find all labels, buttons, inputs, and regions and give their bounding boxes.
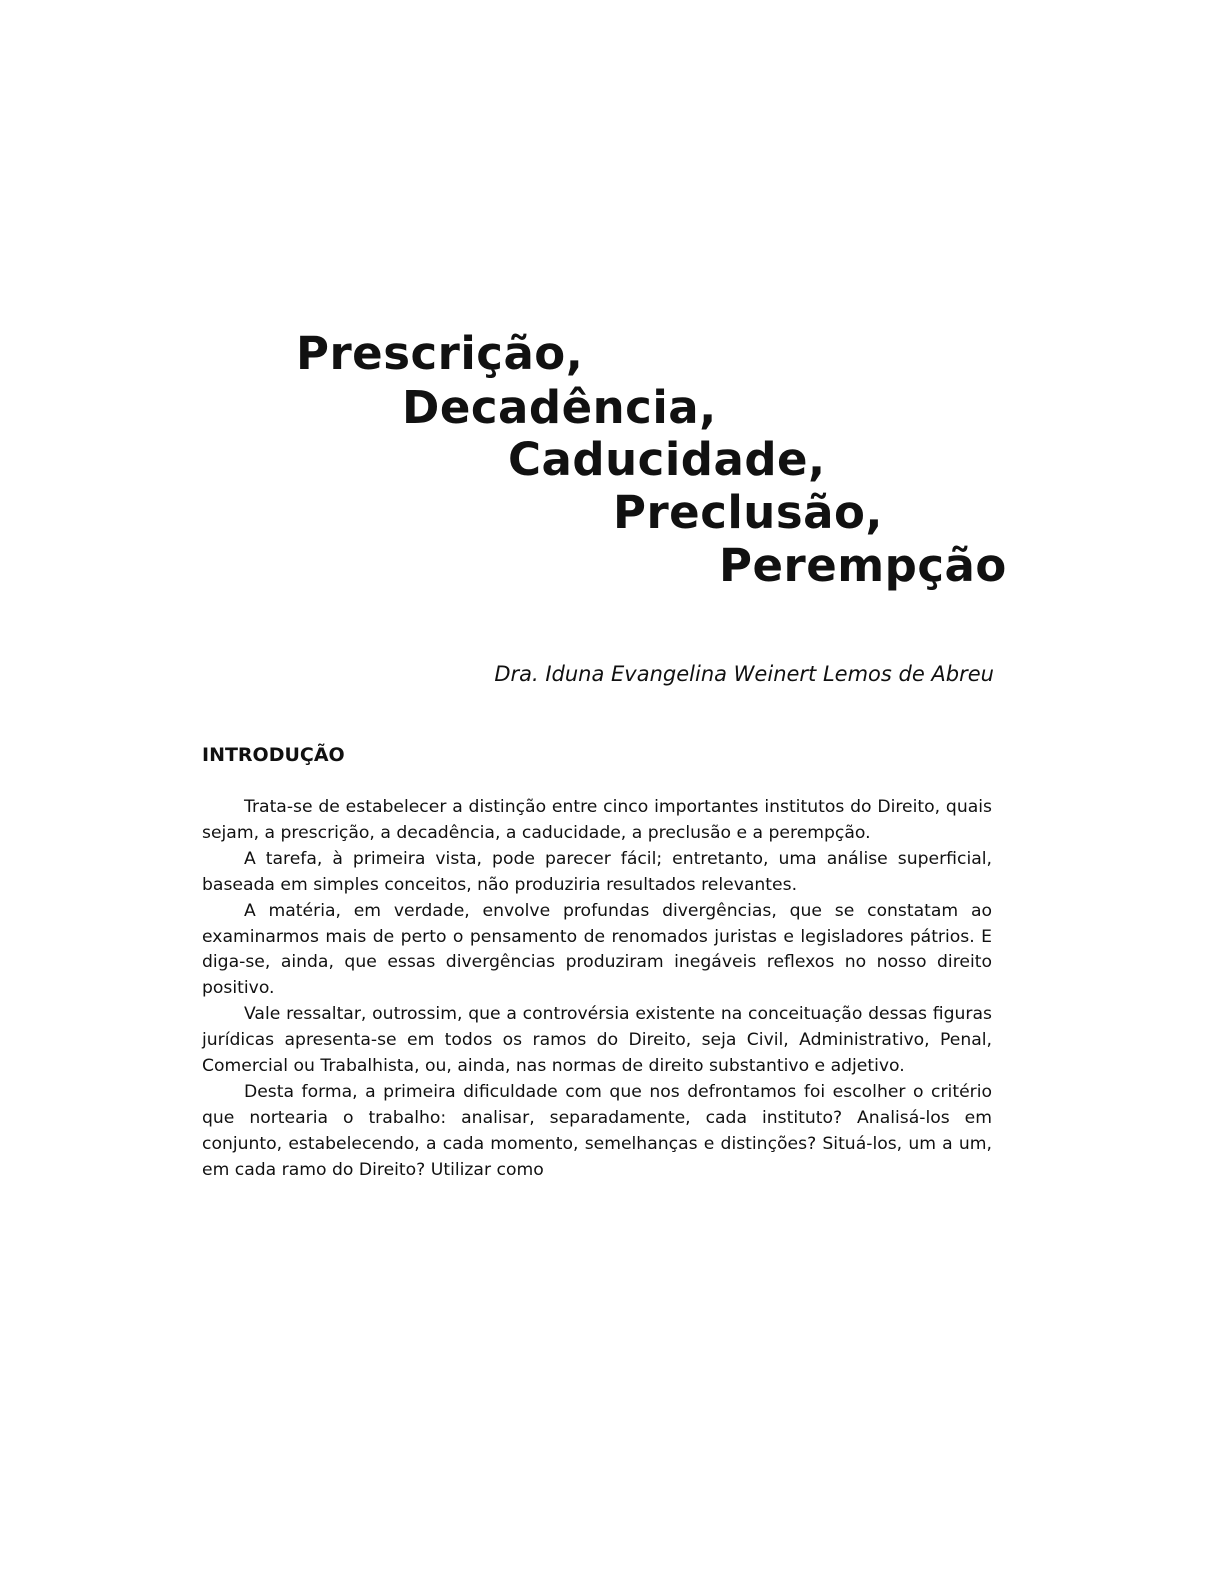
title-line-preclusao: Preclusão, (613, 486, 883, 539)
article-title (0, 0, 1224, 620)
title-line-prescricao: Prescrição, (296, 327, 584, 380)
section-heading-introducao: INTRODUÇÃO (202, 744, 345, 766)
paragraph-2: A tarefa, à primeira vista, pode parecer fácil; entretanto, uma análise superficial, baseada em simples conceitos, não produziria resultados relevantes. (202, 848, 992, 895)
body-text (202, 795, 992, 1184)
title-line-perempcao: Perempção (719, 539, 1007, 592)
paragraph-4: Vale ressaltar, outrossim, que a controvérsia existente na conceituação dessas figuras jurídicas apresenta-se em todos os ramos do Direito, seja Civil, Administrativo, Penal, Comercial ou Trabalhista, ou, ainda, nas normas de direito substantivo e adjetivo. (202, 1004, 992, 1077)
title-line-caducidade: Caducidade, (508, 433, 826, 486)
paragraph-1: Trata-se de estabelecer a distinção entre cinco importantes institutos do Direito, quais sejam, a prescrição, a decadência, a caducidade, a preclusão e a perempção. (202, 797, 992, 843)
paragraph-3: A matéria, em verdade, envolve profundas divergências, que se constatam ao examinarmos mais de perto o pensamento de renomados juristas e legisladores pátrios. E diga-se, ainda, que essas divergências produziram inegáveis reflexos no nosso direito positivo. (202, 900, 992, 999)
title-line-decadencia: Decadência, (402, 381, 717, 434)
author-byline: Dra. Iduna Evangelina Weinert Lemos de Abreu (494, 662, 994, 686)
paragraph-5: Desta forma, a primeira dificuldade com que nos defrontamos foi escolher o critério que nortearia o trabalho: analisar, separadamente, cada instituto? Analisá-los em conjunto, estabelecendo, a cada momento, semelhanças e distinções? Situá-los, um a um, em cada ramo do Direito? Utilizar como (202, 1081, 992, 1180)
